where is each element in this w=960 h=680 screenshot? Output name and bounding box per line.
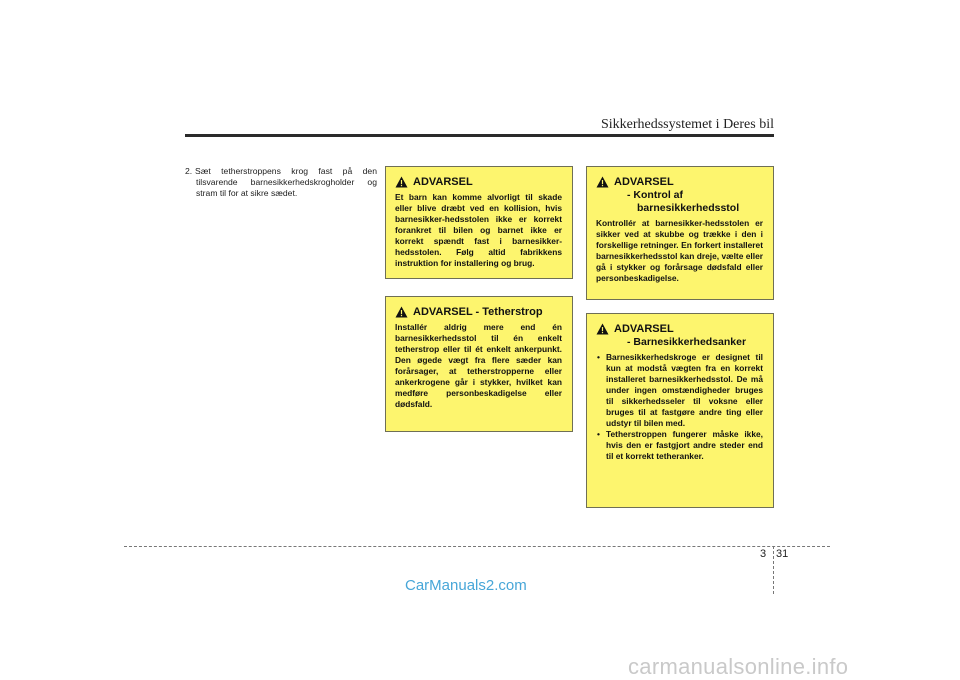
page-divider [773,546,774,594]
warning-triangle-icon [596,176,609,188]
warning-text: Installér aldrig mere end én barnesikkerhedsstol til én enkelt tetherstrop eller til ét enkelt ankerpunkt. Den øgede vægt fra flere sæder kan forårsager, at tetherstropperne eller ankerkrogene går i stykker, hvilket kan medføre personbeskadigelse eller dødsfald. [395,322,562,409]
warning-box-anchor [586,313,774,508]
list-item: • Barnesikkerhedskroge er designet til kun at modstå vægten fra en korrekt installeret barnesikkerhedsstol. De må under ingen omstændigheder bruges til sikkerhedsseler til voksne eller bruges til at fastgøre andre ting eller udstyr til bilen med. [596,352,763,429]
warning-box-seat-check [586,166,774,300]
step-number: 2. [185,166,193,176]
list-item: • Tetherstroppen fungerer måske ikke, hvis den er fastgjort andre steder end til et korrekt tetheranker. [596,429,763,462]
section-title: Sikkerhedssystemet i Deres bil [600,117,774,132]
header-rule [185,134,774,137]
warning-title: ADVARSEL [614,176,674,188]
footer-rule [124,546,830,547]
warning-subtitle: - Barnesikkerhedsanker [627,336,747,348]
warning-title: ADVARSEL [413,176,473,188]
instruction-step [185,166,377,199]
warning-bullet-list [596,352,763,462]
watermark-text: carmanualsonline.info [628,654,849,679]
step-text: Sæt tetherstroppens krog fast på den tilsvarende barnesikkerhedskrogholder og stram til for at sikre sædet. [195,166,377,198]
warning-text: Kontrollér at barnesikker-hedsstolen er sikker ved at skubbe og trække i den i forskellige retninger. En forkert installeret barnesikkerhedsstol kan dreje, vælte eller gå i stykker og forårsage dødsfald eller personbeskadigelse. [596,218,763,283]
warning-triangle-icon [395,306,408,318]
warning-title: ADVARSEL [614,323,674,335]
warning-title: ADVARSEL - Tetherstrop [413,306,543,318]
warning-triangle-icon [395,176,408,188]
page-number: 31 [776,548,789,560]
watermark-link[interactable]: CarManuals2.com [405,577,527,594]
warning-subtitle: - Kontrol af [627,189,683,201]
chapter-number: 3 [760,548,767,560]
warning-subtitle-continued: barnesikkerhedsstol [637,202,740,214]
warning-triangle-icon [596,323,609,335]
warning-text: Et barn kan komme alvorligt til skade eller blive dræbt ved en kollision, hvis barnesikker-hedsstolen ikke er korrekt forankret til bilen og barnet ikke er korrekt spændt fast i barnesikker-hedsstolen. Følg altid fabrikkens instruktion for installering og brug. [395,192,562,268]
warning-box-child-seat [385,166,573,279]
warning-box-tetherstrop [385,296,573,432]
